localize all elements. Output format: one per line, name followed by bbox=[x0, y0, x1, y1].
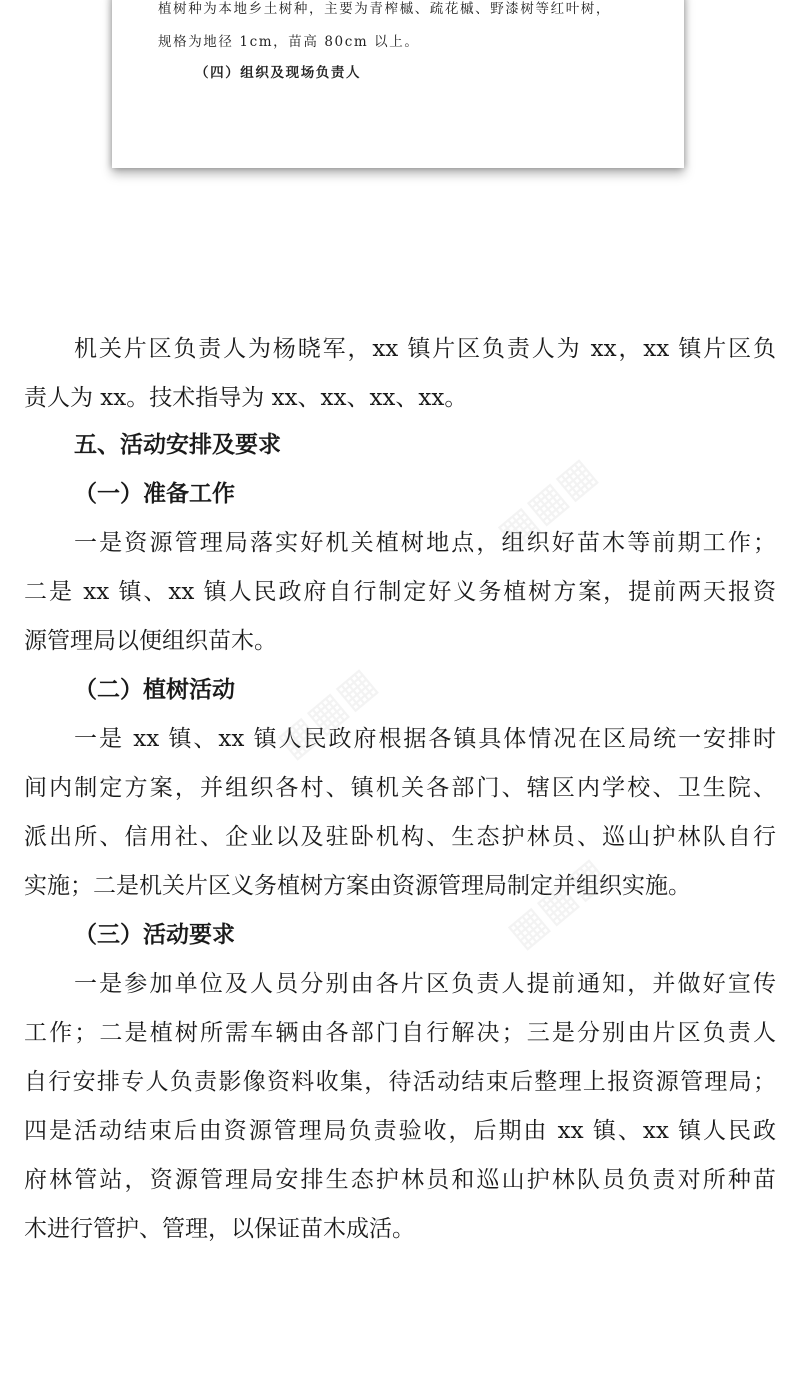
paragraph-line: 一是 xx 镇、xx 镇人民政府根据各镇具体情况在区局统一安排时 bbox=[74, 726, 776, 752]
watermark-graphic: ▦▦▦ bbox=[488, 448, 605, 558]
subsection-heading: （一）准备工作 bbox=[74, 481, 235, 507]
subsection-heading: （三）活动要求 bbox=[74, 922, 235, 948]
paragraph-line: 机关片区负责人为杨晓军，xx 镇片区负责人为 xx，xx 镇片区负 bbox=[74, 336, 776, 362]
page-preview-card bbox=[112, 0, 684, 168]
paragraph-line: 木进行管护、管理，以保证苗木成活。 bbox=[24, 1216, 415, 1242]
paragraph-line: 府林管站，资源管理局安排生态护林员和巡山护林队员负责对所种苗 bbox=[24, 1167, 776, 1193]
paragraph-line: 一是资源管理局落实好机关植树地点，组织好苗木等前期工作； bbox=[74, 530, 776, 556]
preview-text-line: 规格为地径 1cm，苗高 80cm 以上。 bbox=[158, 34, 420, 50]
paragraph-line: 二是 xx 镇、xx 镇人民政府自行制定好义务植树方案，提前两天报资 bbox=[24, 579, 776, 605]
paragraph-line: 四是活动结束后由资源管理局负责验收，后期由 xx 镇、xx 镇人民政 bbox=[24, 1118, 776, 1144]
preview-text-line: 植树种为本地乡土树种，主要为青榨槭、疏花槭、野漆树等红叶树， bbox=[158, 1, 611, 17]
paragraph-line: 责人为 xx。技术指导为 xx、xx、xx、xx。 bbox=[24, 385, 468, 411]
paragraph-line: 一是参加单位及人员分别由各片区负责人提前通知，并做好宣传 bbox=[74, 971, 776, 997]
paragraph-line: 间内制定方案，并组织各村、镇机关各部门、辖区内学校、卫生院、 bbox=[24, 775, 776, 801]
subsection-heading: （二）植树活动 bbox=[74, 677, 235, 703]
paragraph-line: 源管理局以便组织苗木。 bbox=[24, 628, 277, 654]
preview-section-heading: （四）组织及现场负责人 bbox=[195, 65, 362, 81]
paragraph-line: 实施；二是机关片区义务植树方案由资源管理局制定并组织实施。 bbox=[24, 873, 691, 899]
section-heading: 五、活动安排及要求 bbox=[74, 432, 281, 458]
paragraph-line: 派出所、信用社、企业以及驻卧机构、生态护林员、巡山护林队自行 bbox=[24, 824, 776, 850]
watermark-graphic: ▦▦▦ bbox=[268, 658, 385, 768]
paragraph-line: 自行安排专人负责影像资料收集，待活动结束后整理上报资源管理局； bbox=[24, 1069, 776, 1095]
paragraph-line: 工作；二是植树所需车辆由各部门自行解决；三是分别由片区负责人 bbox=[24, 1020, 776, 1046]
watermark-graphic: ▦▦▦ bbox=[498, 848, 615, 958]
